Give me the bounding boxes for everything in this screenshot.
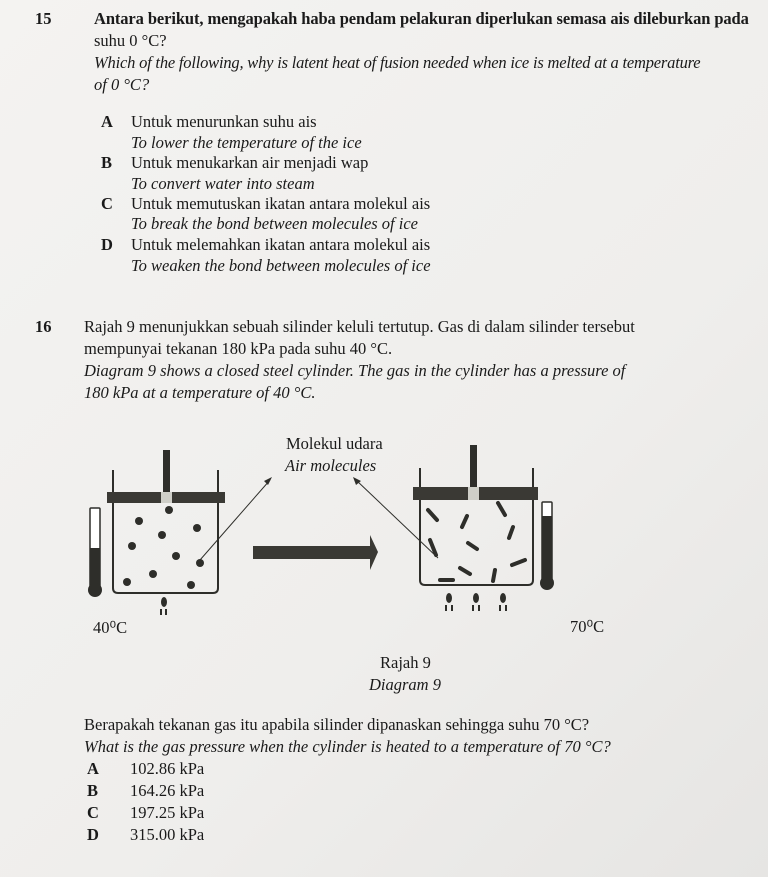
temperature-right: 70⁰C	[570, 617, 605, 636]
option-text-ms: Untuk melemahkan ikatan antara molekul ais	[131, 235, 431, 254]
option-text-ms: Untuk memutuskan ikatan antara molekul ais	[131, 194, 431, 213]
question-number: 15	[35, 9, 52, 28]
flame-icon	[160, 597, 167, 615]
flame-icon	[445, 593, 507, 611]
arrow-right-icon	[253, 535, 378, 570]
option-text: 102.86 kPa	[130, 759, 205, 778]
option-text-en: To break the bond between molecules of ice	[131, 214, 419, 233]
cylinder-left	[107, 450, 225, 593]
diagram-caption-en: Diagram 9	[369, 675, 441, 694]
option-letter: A	[101, 112, 113, 131]
question-stem-ms: Antara berikut, mengapakah haba pendam pelakuran diperlukan semasa ais dileburkan pada	[94, 9, 749, 28]
thermometer-left-icon	[88, 508, 102, 597]
option-letter: B	[87, 781, 99, 800]
question-stem-en: of 0 °C?	[94, 75, 150, 94]
air-molecules-left	[123, 506, 204, 589]
question-stem-en: Which of the following, why is latent heat of fusion needed when ice is melted at a temperature	[94, 53, 701, 72]
option-text-ms: Untuk menurunkan suhu ais	[131, 112, 317, 131]
option-letter: D	[87, 825, 99, 844]
option-letter: C	[101, 194, 113, 213]
question-stem-ms: Rajah 9 menunjukkan sebuah silinder keluli tertutup. Gas di dalam silinder tersebut	[84, 317, 635, 336]
question-en: What is the gas pressure when the cylinder is heated to a temperature of 70 °C?	[84, 737, 611, 756]
option-text-en: To weaken the bond between molecules of ice	[131, 256, 431, 275]
option-text-en: To convert water into steam	[131, 174, 315, 193]
question-stem-en: Diagram 9 shows a closed steel cylinder. The gas in the cylinder has a pressure of	[84, 361, 626, 380]
thermometer-right-icon	[540, 502, 554, 590]
question-stem-ms: mempunyai tekanan 180 kPa pada suhu 40 °C.	[84, 339, 393, 358]
question-stem-ms: suhu 0 °C?	[94, 31, 167, 50]
option-text: 197.25 kPa	[130, 803, 205, 822]
option-text-en: To lower the temperature of the ice	[131, 133, 362, 152]
question-stem-en: 180 kPa at a temperature of 40 °C.	[84, 383, 316, 402]
option-letter: C	[87, 803, 99, 822]
temperature-left: 40⁰C	[93, 618, 128, 637]
option-letter: B	[101, 153, 113, 172]
air-molecules-right	[428, 503, 525, 581]
diagram-caption-ms: Rajah 9	[380, 653, 431, 672]
option-text-ms: Untuk menukarkan air menjadi wap	[131, 153, 369, 172]
option-text: 315.00 kPa	[130, 825, 205, 844]
diagram-label-en: Air molecules	[285, 456, 377, 475]
diagram-label-ms: Molekul udara	[286, 434, 383, 453]
option-letter: D	[101, 235, 113, 254]
option-letter: A	[87, 759, 99, 778]
question-ms: Berapakah tekanan gas itu apabila silinder dipanaskan sehingga suhu 70 °C?	[84, 715, 590, 734]
option-text: 164.26 kPa	[130, 781, 205, 800]
question-number: 16	[35, 317, 52, 336]
